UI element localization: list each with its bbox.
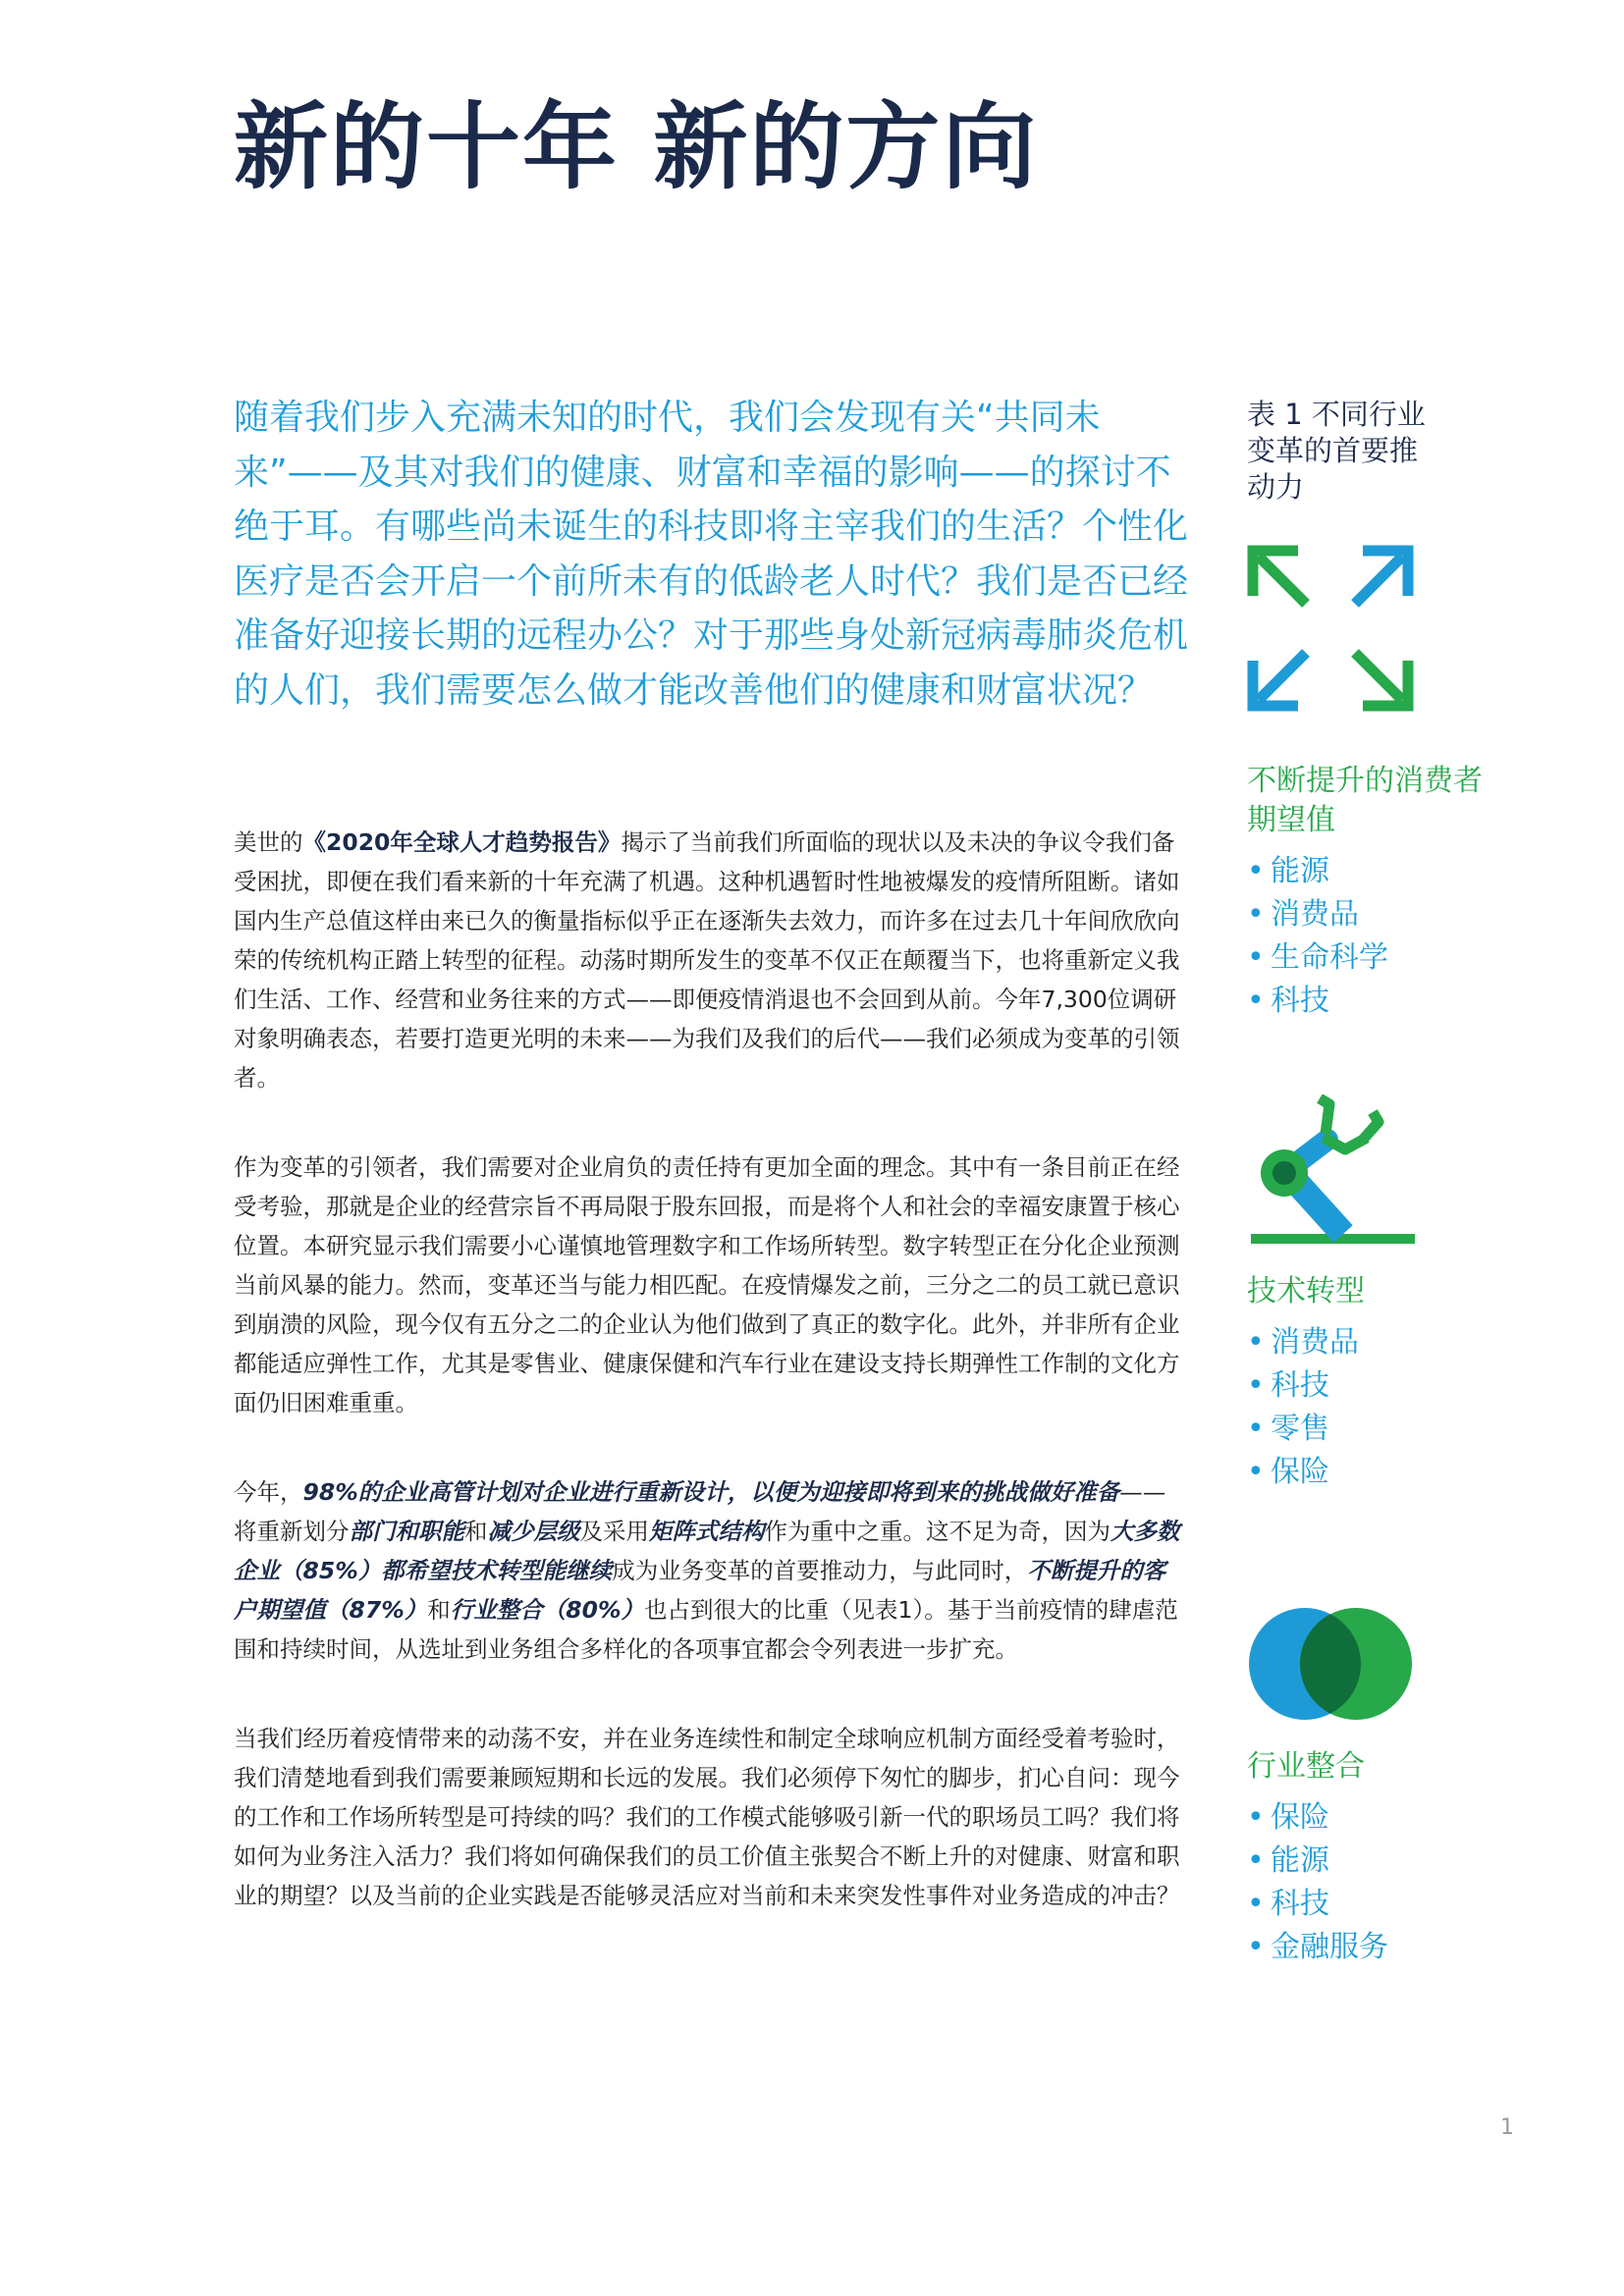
list-item: • 消费品 xyxy=(1247,1321,1600,1364)
paragraph-3: 今年，98%的企业高管计划对企业进行重新设计，以便为迎接即将到来的挑战做好准备——将重新划分部门和职能和减少层级及采用矩阵式结构作为重中之重。这不足为奇，因为大多数企业（85%）都希望技术转型能继续成为业务变革的首要推动力，与此同时，不断提升的客户期望值（87%）和行业整合（80%）也占到很大的比重（见表1）。基于当前疫情的肆虐范围和持续时间，从选址到业务组合多样化的各项事宜都会令列表进一步扩充。 xyxy=(234,1478,1180,1663)
list-item: • 科技 xyxy=(1247,1883,1600,1926)
industry-list xyxy=(1247,1796,1600,1969)
list-item: • 零售 xyxy=(1247,1408,1600,1451)
category-title: 技术转型 xyxy=(1247,1274,1365,1308)
list-item: • 金融服务 xyxy=(1247,1926,1600,1969)
report-title: 《2020年全球人才趋势报告》 xyxy=(302,828,622,856)
list-item: • 科技 xyxy=(1247,980,1600,1023)
lead-paragraph: 随着我们步入充满未知的时代，我们会发现有关“共同未来”——及其对我们的健康、财富和幸福的影响——的探讨不绝于耳。有哪些尚未诞生的科技即将主宰我们的生活？个性化医疗是否会开启一个前所未有的低龄老人时代？我们是否已经准备好迎接长期的远程办公？对于那些身处新冠病毒肺炎危机的人们，我们需要怎么做才能改善他们的健康和财富状况？ xyxy=(234,398,1189,711)
category-consumer-expectations xyxy=(1247,762,1600,1023)
body-text xyxy=(234,823,1188,1965)
list-item: • 消费品 xyxy=(1247,893,1600,936)
list-item: • 科技 xyxy=(1247,1364,1600,1408)
paragraph-2: 作为变革的引领者，我们需要对企业肩负的责任持有更加全面的理念。其中有一条目前正在经受考验，那就是企业的经营宗旨不再局限于股东回报，而是将个人和社会的幸福安康置于核心位置。本研究显示我们需要小心谨慎地管理数字和工作场所转型。数字转型正在分化企业预测当前风暴的能力。然而，变革还当与能力相匹配。在疫情爆发之前，三分之二的员工就已意识到崩溃的风险，现今仅有五分之二的企业认为他们做到了真正的数字化。此外，并非所有企业都能适应弹性工作，尤其是零售业、健康保健和汽车行业在建设支持长期弹性工作制的文化方面仍旧困难重重。 xyxy=(234,1153,1180,1416)
paragraph-1: 美世的《2020年全球人才趋势报告》揭示了当前我们所面临的现状以及未决的争议令我们备受困扰，即便在我们看来新的十年充满了机遇。这种机遇暂时性地被爆发的疫情所阻断。诸如国内生产总值这样由来已久的衡量指标似乎正在逐渐失去效力，而许多在过去几十年间欣欣向荣的传统机构正踏上转型的征程。动荡时期所发生的变革不仅正在颠覆当下，也将重新定义我们生活、工作、经营和业务往来的方式——即便疫情消退也不会回到从前。今年7,300位调研对象明确表态，若要打造更光明的未来——为我们及我们的后代——我们必须成为变革的引领者。 xyxy=(234,828,1180,1092)
category-title: 不断提升的消费者期望值 xyxy=(1247,764,1483,837)
list-item: • 生命科学 xyxy=(1247,936,1600,980)
table-title: 表 1 不同行业变革的首要推动力 xyxy=(1247,398,1426,504)
industry-list xyxy=(1247,850,1600,1023)
list-item: • 保险 xyxy=(1247,1451,1600,1494)
overlapping-circles-icon xyxy=(1247,1605,1414,1723)
robotic-arm-icon xyxy=(1247,1095,1419,1252)
paragraph-4: 当我们经历着疫情带来的动荡不安，并在业务连续性和制定全球响应机制方面经受着考验时，我们清楚地看到我们需要兼顾短期和长远的发展。我们必须停下匆忙的脚步，扪心自问：现今的工作和工作场所转型是可持续的吗？我们的工作模式能够吸引新一代的职场员工吗？我们将如何为业务注入活力？我们将如何确保我们的员工价值主张契合不断上升的对健康、财富和职业的期望？以及当前的企业实践是否能够灵活应对当前和未来突发性事件对业务造成的冲击？ xyxy=(234,1725,1180,1909)
page-title: 新的十年 新的方向 xyxy=(234,91,1039,202)
list-item: • 能源 xyxy=(1247,1840,1600,1883)
industry-list xyxy=(1247,1321,1600,1494)
category-tech-transformation xyxy=(1247,1272,1600,1494)
category-title: 行业整合 xyxy=(1247,1749,1365,1784)
list-item: • 能源 xyxy=(1247,850,1600,893)
expanding-arrows-icon xyxy=(1247,545,1414,712)
page-number: 1 xyxy=(1500,2115,1514,2140)
list-item: • 保险 xyxy=(1247,1796,1600,1840)
category-industry-consolidation xyxy=(1247,1747,1600,1969)
